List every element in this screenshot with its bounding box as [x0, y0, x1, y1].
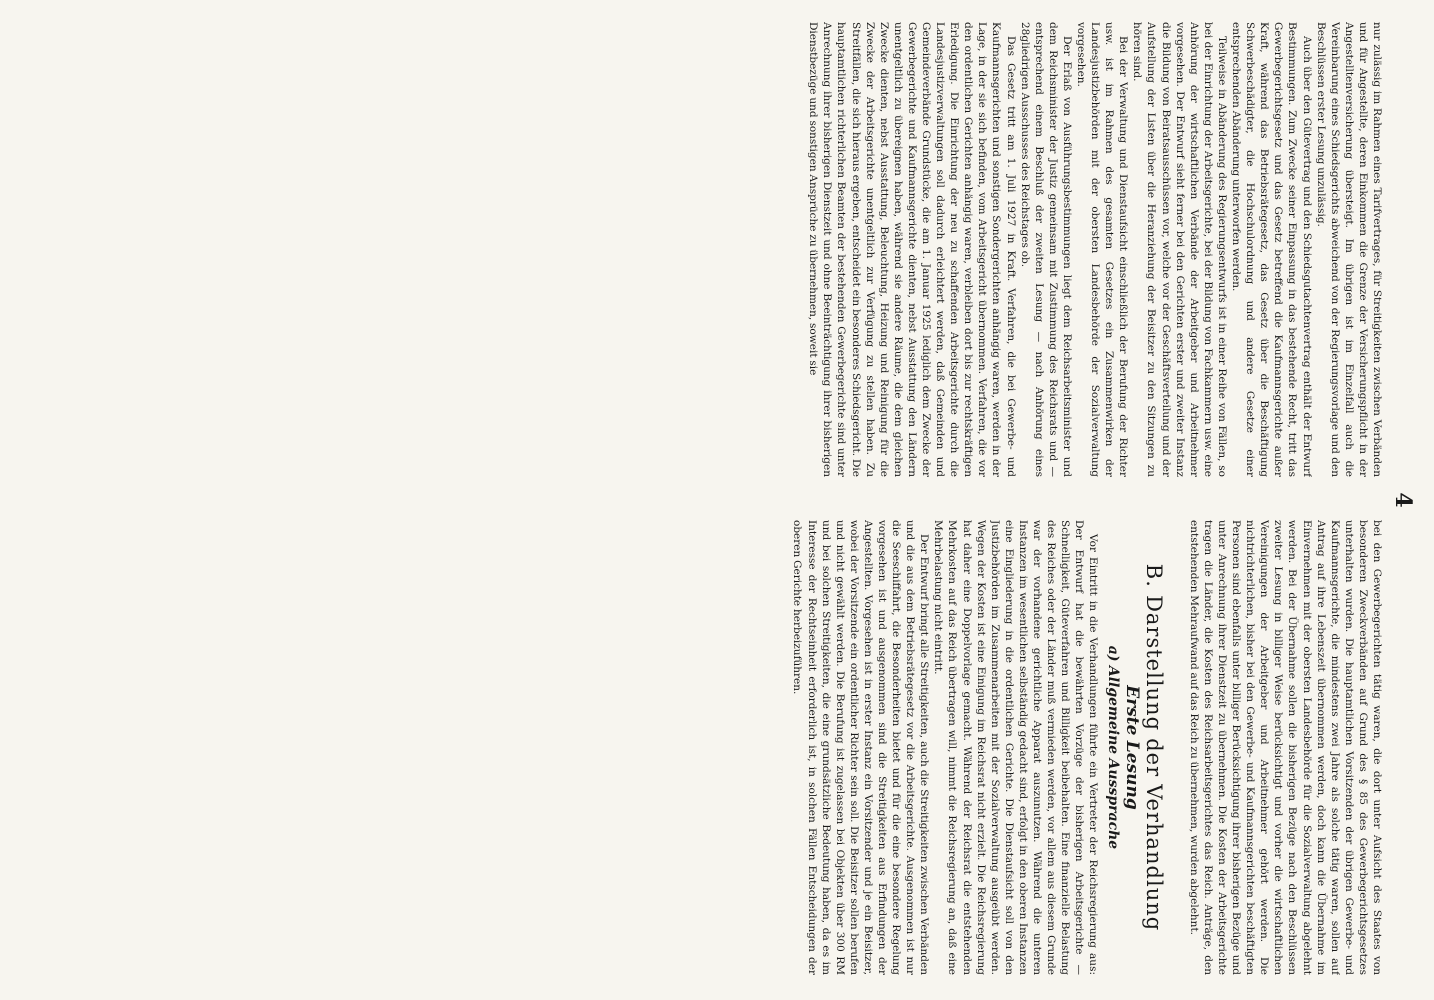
right-text-column: [40, 520, 1384, 975]
sub-sub-heading: a) Allgemeine Aussprache: [1105, 645, 1122, 850]
paragraph: bei den Gewerbegerichten tätig waren, die dort unter Aufsicht des Staates von besonderen Zweckverbänden auf Grund des § 85 des Gewerbegerichtsgesetzes unterhalten wurden. Die hauptamtlichen Vorsitzenden der übrigen Gewerbe- und Kaufmannsgerichte, die mindestens zwei Jahre als solche tätig waren, sollen auf Antrag auf ihre Lebenszeit übernommen werden, doch kann die Übernahme im Einvernehmen mit der obersten Landesbehörde für die Sozialverwaltung abgelehnt werden. Bei der Übernahme sollen die bisherigen Bezüge nach den Beschlüssen zweiter Lesung in billiger Weise berücksichtigt und vorher die wirtschaftlichen Vereinigungen der Arbeitgeber und Arbeitnehmer gehört werden. Die nichtrichterlichen, bisher bei den Gewerbe- und Kaufmannsgerichten beschäftigten Personen sind ebenfalls unter billiger Berücksichtigung ihrer bisherigen Bezüge und unter Anrechnung ihrer Dienstzeit zu übernehmen. Die Kosten der Arbeitsgerichte tragen die Länder, die Kosten des Reichsarbeitsgerichtes das Reich. Anträge, den entstehenden Mehraufwand auf das Reich zu übernehmen, wurden abgelehnt.: [1187, 520, 1383, 975]
left-text-column: [40, 22, 1384, 477]
paragraph: Teilweise in Abänderung des Regierungsentwurfs ist in einer Reihe von Fällen, so bei der Einrichtung der Arbeitsgerichte, bei der Bildung von Fachkammern usw. eine Anhörung der wirtschaftlichen Verbände der Arbeitgeber und Arbeitnehmer vorgesehen. Der Entwurf sieht ferner bei den Gerichten erster und zweiter Instanz die Bildung von Beiratsausschüssen vor, welche vor der Geschäftsverteilung und der Aufstellung der Listen über die Heranziehung der Beisitzer zu den Sitzungen zu hören sind.: [1131, 22, 1228, 477]
paragraph: Auch über den Gütevertrag und den Schiedsgutachtenvertrag enthält der Entwurf Bestimmungen. Zum Zwecke seiner Einpassung in das bestehende Recht, tritt das Gewerbegerichtsgesetz und das Gesetz betreffend die Kaufmannsgerichte außer Kraft, während das Betriebsrätegesetz, das Gesetz über die Beschäftigung Schwerbeschädigter, die Hochschulordnung und andere Gesetze einer entsprechenden Abänderung unterworfen werden.: [1230, 22, 1313, 477]
paragraph: Bei der Verwaltung und Dienstaufsicht einschließlich der Berufung der Richter usw. ist im Rahmen des gesamten Gesetzes ein Zusammenwirken der Landesjustizbehörden mit der obersten Landesbehörde der Sozialverwaltung vorgesehen.: [1075, 22, 1130, 477]
section-heading: B. Darstellung der Verhandlung: [1141, 563, 1166, 932]
paragraph: Vor Eintritt in die Verhandlungen führte ein Vertreter der Reichsregierung aus: Der Entwurf hat die bewährten Vorzüge der bisherigen Arbeitsgerichte — Schnelligkeit, Güteverfahren und Billigkeit beibehalten. Eine finanzielle Belastung des Reiches oder der Länder muß vermieden werden, vor allem aus diesem Grunde war der vorhandene gerichtliche Apparat auszunutzen. Während die unteren Instanzen im wesentlichen selbständig gedacht sind, erfolgt in den oberen Instanzen eine Eingliederung in die ordentlichen Gerichte. Die Dienstaufsicht soll von den Justizbehörden im Zusammenarbeiten mit der Sozialverwaltung ausgeübt werden. Wegen der Kosten ist eine Einigung im Reichsrat nicht erzielt. Die Reichsregierung hat daher eine Doppelvorlage gemacht. Während der Reichsrat die entstehenden Mehrkosten auf das Reich übertragen will, nimmt die Reichsregierung an, daß eine Mehrbelastung nicht eintritt.: [932, 520, 1100, 975]
page-number: 4: [1390, 492, 1416, 508]
sub-heading: Erste Lesung: [1121, 685, 1142, 810]
paragraph: Das Gesetz tritt am 1. Juli 1927 in Kraft. Verfahren, die bei Gewerbe- und Kaufmannsgerichten und sonstigen Sondergerichten anhängig waren, werden in der Lage, in der sie sich befinden, vom Arbeitsgericht übernommen. Verfahren, die vor den ordentlichen Gerichten anhängig waren, verbleiben dort bis zur rechtskräftigen Erledigung. Die Einrichtung der neu zu schaffenden Arbeitsgerichte durch die Landesjustizverwaltungen soll dadurch erleichtert werden, daß Gemeinden und Gemeindeverbände Grundstücke, die am 1. Januar 1925 lediglich dem Zwecke der Gewerbegerichte und Kaufmannsgerichte dienten, nebst Ausstattung den Ländern unentgeltlich zu übereignen haben, während sie andere Räume, die dem gleichen Zwecke dienten, nebst Ausstattung, Beleuchtung, Heizung und Reinigung für die Zwecke der Arbeitsgerichte unentgeltlich zur Verfügung zu stellen haben. Zu Streitfällen, die sich hieraus ergeben, entscheidet ein besonderes Schiedsgericht. Die hauptamtlichen richterlichen Beamten der bestehenden Gewerbegerichte sind unter Anrechnung ihrer bisherigen Dienstzeit und ohne Beeinträchtigung ihrer bisherigen Dienstbezüge und sonstigen Ansprüche zu übernehmen, soweit sie: [807, 22, 1017, 477]
paragraph: Der Erlaß von Ausführungsbestimmungen liegt dem Reichsarbeitsminister und dem Reichsminister der Justiz gemeinsam mit Zustimmung des Reichsrats und — entsprechend einem Beschluß der zweiten Lesung — nach Anhörung eines 28gliedrigen Ausschusses des Reichstages ob.: [1018, 22, 1073, 477]
paragraph: Der Entwurf bringt alle Streitigkeiten, auch die Streitigkeiten zwischen Verbänden und die aus dem Betriebsrätegesetz vor die Arbeitsgerichte. Ausgenommen ist nur die Seeschiffahrt, die Besonderheiten bietet und für die eine besondere Regelung vorgesehen ist und ausgenommen sind die Streitigkeiten aus Erfindungen der Angestellten. Vorgesehen ist in erster Instanz ein Vorsitzender und je ein Beisitzer, wobei der Vorsitzende ein ordentlicher Richter sein soll. Die Beisitzer sollen berufen und nicht gewählt werden. Die Berufung ist zugelassen bei Objekten über 300 RM und bei solchen Streitigkeiten, die eine grundsätzliche Bedeutung haben, da es im Interesse der Rechtseinheit erforderlich ist, in solchen Fällen Entscheidungen der oberen Gerichte herbeizuführen.: [791, 520, 931, 975]
paragraph: nur zulässig im Rahmen eines Tarifvertrages, für Streitigkeiten zwischen Verbänden und für Angestellte, deren Einkommen die Grenze der Versicherungspflicht in der Angestelltenversicherung übersteigt. Im übrigen ist im Einzelfall auch die Vereinbarung eines Schiedsgerichts abweichend von der Regierungsvorlage und den Beschlüssen erster Lesung unzulässig.: [1314, 22, 1383, 477]
